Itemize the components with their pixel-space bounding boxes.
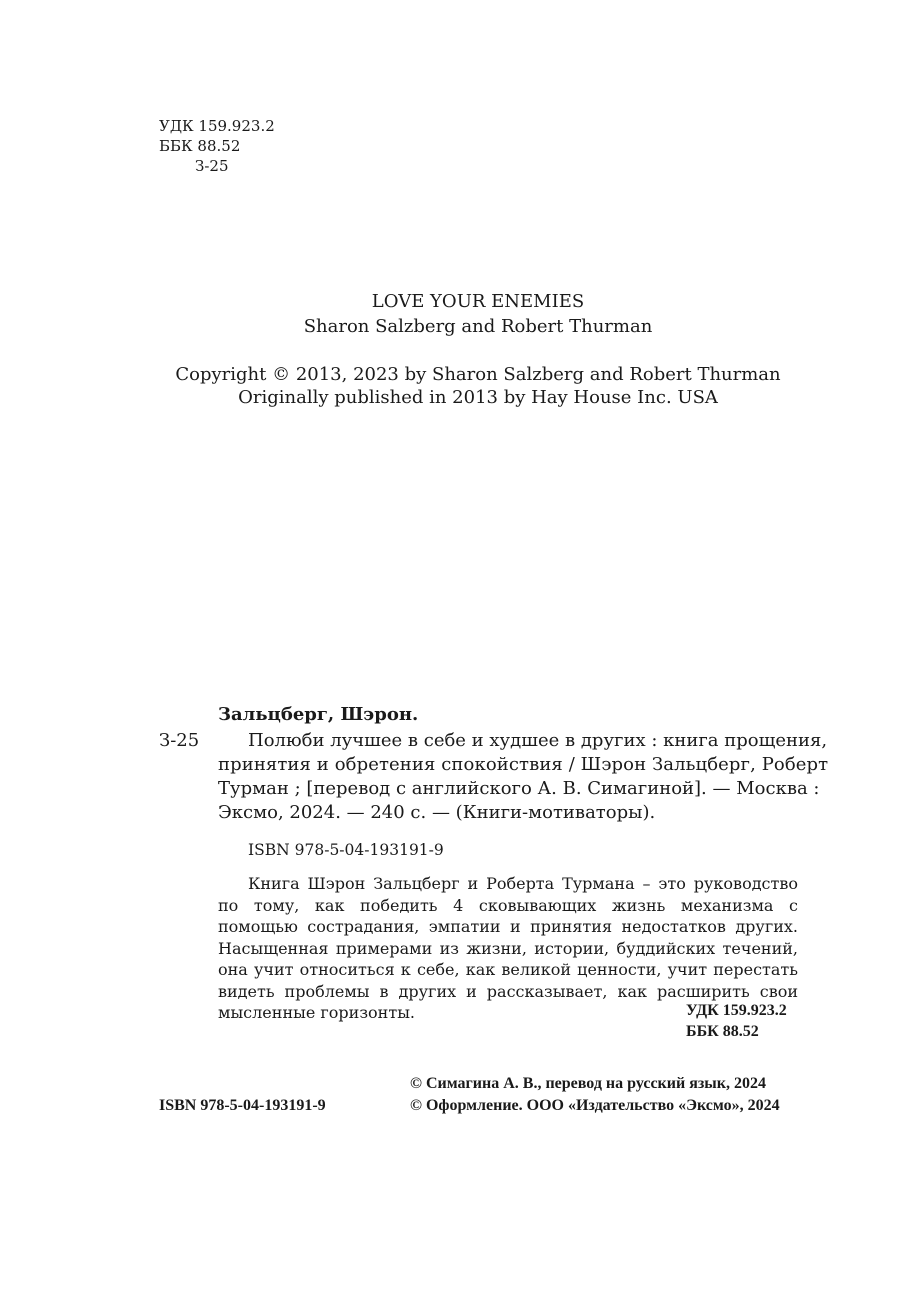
design-copyright: © Оформление. ООО «Издательство «Эксмо», 2024 [410,1097,780,1114]
translation-copyright: © Симагина А. В., перевод на русский язык, 2024 [410,1075,766,1092]
udk-code: УДК 159.923.2 [159,117,275,135]
catalog-line: Эксмо, 2024. — 240 с. — (Книги-мотиваторы). [218,802,656,823]
author-mark: З-25 [195,157,229,175]
catalog-line: принятия и обретения спокойствия / Шэрон Зальцберг, Роберт [218,754,829,775]
catalog-udk: УДК 159.923.2 [686,1002,787,1019]
catalog-author-heading: Зальцберг, Шэрон. [218,704,419,725]
catalog-line: Турман ; [перевод с английского А. В. Симагиной]. — Москва : [218,778,820,799]
original-title: LOVE YOUR ENEMIES [371,291,585,312]
catalog-line: Полюби лучшее в себе и худшее в других : книга прощения, [248,730,828,751]
footer-isbn: ISBN 978-5-04-193191-9 [159,1097,326,1114]
original-publisher-note: Originally published in 2013 by Hay House Inc. USA [238,387,718,408]
bbk-code: ББК 88.52 [159,137,241,155]
annotation-text: Книга Шэрон Зальцберг и Роберта Турмана – это руководство по тому, как победить 4 сковывающих жизнь механизма с помощью сострадания, эмпатии и принятия недостатков других. Насыщенная примерами из жизни, истории, буддийских течений, она учит относиться к себе, как великой ценности, учит перестать видеть проблемы в других и рассказывает, как расширить свои мысленные горизонты. [218,874,798,1022]
original-copyright: Copyright © 2013, 2023 by Sharon Salzberg and Robert Thurman [175,364,781,385]
catalog-isbn: ISBN 978-5-04-193191-9 [248,841,444,859]
catalog-author-mark: З-25 [159,730,200,751]
original-authors: Sharon Salzberg and Robert Thurman [303,316,653,337]
catalog-bbk: ББК 88.52 [686,1023,759,1040]
